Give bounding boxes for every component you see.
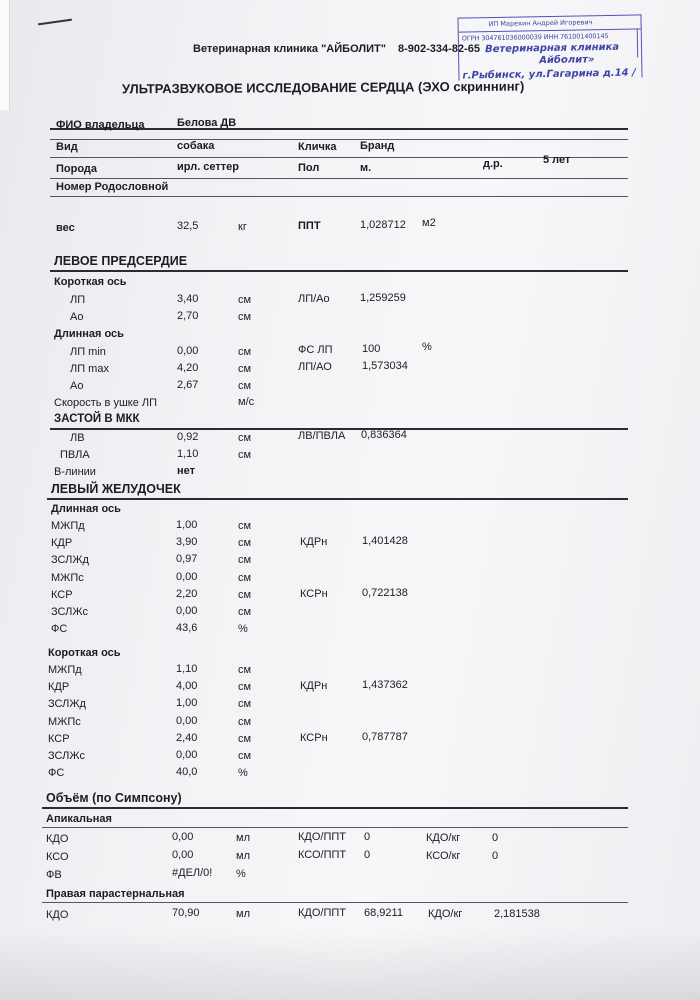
lp-value: 3,40 — [177, 293, 199, 305]
lv-long-label: МЖПд — [51, 520, 85, 532]
lv-short-ilabel: КДРн — [300, 680, 328, 693]
lv-long-ivalue: 1,401428 — [362, 535, 408, 548]
stamp-line — [637, 29, 638, 57]
lv-short-ivalue: 0,787787 — [362, 730, 408, 743]
clinic-phone: 8-902-334-82-65 — [398, 43, 480, 55]
section-left-ventricle: ЛЕВЫЙ ЖЕЛУДОЧЕК — [51, 482, 181, 496]
lv-value: 0,92 — [177, 431, 199, 443]
clinic-stamp — [457, 14, 642, 80]
ao-value: 2,70 — [177, 310, 199, 322]
kso-value: 0,00 — [172, 849, 194, 861]
kso-ppt-label: КСО/ППТ — [298, 849, 347, 861]
section-volume: Объём (по Симпсону) — [46, 791, 182, 805]
lv-long-unit: см — [238, 537, 252, 550]
lv-long-label: МЖПс — [51, 571, 84, 584]
owner-value: Белова ДВ — [177, 117, 237, 129]
divider — [42, 827, 628, 828]
divider — [47, 498, 628, 500]
kso-label: КСО — [46, 851, 69, 863]
lv-short-value: 0,00 — [176, 749, 198, 761]
kind-value: собака — [177, 140, 215, 152]
lv-long-label: ЗСЛЖд — [51, 554, 89, 567]
lpmax-unit: см — [238, 363, 252, 375]
kdo-value: 0,00 — [172, 831, 194, 843]
divider — [42, 902, 628, 903]
kdo2-kg-value: 2,181538 — [494, 908, 540, 920]
left-paper-edge — [0, 0, 10, 110]
clinic-name: Ветеринарная клиника "АЙБОЛИТ" — [193, 43, 386, 55]
pet-name-label: Кличка — [298, 141, 337, 153]
subsection-short-axis: Короткая ось — [54, 276, 127, 288]
lv-short-label: МЖПд — [48, 664, 82, 676]
kdo2-ppt-label: КДО/ППТ — [298, 907, 347, 919]
lv-short-label: МЖПс — [48, 715, 81, 728]
stamp-text: г.Рыбинск, ул.Гагарина д.14 / — [462, 67, 636, 82]
kind-label: Вид — [56, 141, 78, 153]
breed-label: Порода — [56, 163, 98, 175]
lpao2-label: ЛП/АО — [298, 361, 332, 373]
lv-short-unit: см — [238, 698, 252, 711]
kso-ppt-value: 0 — [364, 849, 371, 861]
pen-mark — [38, 19, 72, 26]
section-mkk: ЗАСТОЙ В МКК — [54, 413, 140, 425]
kdo-unit: мл — [236, 832, 250, 844]
lv-long-value: 3,90 — [176, 536, 198, 549]
lp-label: ЛП — [70, 294, 86, 306]
kdo2-ppt-value: 68,9211 — [364, 907, 403, 919]
divider — [42, 807, 628, 809]
lv-short-label: ФС — [48, 767, 65, 780]
lv-long-unit: см — [238, 606, 252, 618]
ao-label: Ао — [70, 311, 84, 323]
lv-long-label: КДР — [51, 537, 73, 550]
lv-long-unit: см — [238, 571, 252, 584]
kdo-ppt-label: КДО/ППТ — [298, 831, 347, 843]
stamp-text: Айболит» — [539, 54, 595, 67]
stamp-text: ИП Марехин Андрей Игоревич — [488, 18, 593, 29]
lv-long-label: ЗСЛЖс — [51, 606, 88, 618]
subsection-short-axis: Короткая ось — [48, 647, 121, 659]
kso-kg-value: 0 — [492, 850, 499, 862]
fv-label: ФВ — [46, 869, 62, 881]
lpmin-unit: см — [238, 346, 252, 358]
lv-short-value: 0,00 — [176, 714, 198, 727]
lv-short-unit: см — [238, 750, 252, 762]
lv-long-ivalue: 0,722138 — [362, 586, 408, 599]
lpmin-value: 0,00 — [177, 345, 199, 357]
kso-kg-label: КСО/кг — [426, 850, 461, 862]
lv-long-unit: см — [238, 554, 252, 567]
ao2-label: Ао — [70, 380, 84, 392]
lp-unit: см — [238, 294, 252, 306]
lpao-label: ЛП/Ао — [298, 293, 330, 305]
lv-short-label: ЗСЛЖс — [48, 750, 85, 762]
lv-short-unit: % — [238, 767, 248, 780]
pvla-unit: см — [238, 449, 252, 461]
lv-short-value: 1,00 — [176, 697, 198, 710]
kdo2-label: КДО — [46, 909, 69, 921]
lvpvla-value: 0,836364 — [361, 429, 407, 441]
lpmin-label: ЛП min — [70, 346, 106, 358]
blines-label: В-линии — [54, 466, 96, 478]
weight-label: вес — [56, 222, 75, 234]
lv-long-value: 2,20 — [176, 587, 198, 600]
lv-long-value: 0,00 — [176, 605, 198, 617]
weight-value: 32,5 — [177, 220, 199, 232]
fslp-value: 100 — [362, 343, 381, 355]
stamp-line — [459, 28, 641, 32]
lv-short-value: 1,10 — [176, 663, 198, 675]
lpao2-value: 1,573034 — [362, 360, 408, 372]
document-title: УЛЬТРАЗВУКОВОЕ ИССЛЕДОВАНИЕ СЕРДЦА (ЭХО скриннинг) — [121, 78, 525, 97]
lv-short-unit: см — [238, 732, 252, 745]
owner-label: ФИО владельца — [56, 119, 145, 131]
lv-short-unit: см — [238, 664, 252, 676]
lv-long-ilabel: КДРн — [300, 536, 328, 549]
subsection-parasternal: Правая парастернальная — [46, 888, 185, 900]
stamp-text: Ветеринарная клиника — [484, 41, 620, 56]
lv-short-label: ЗСЛЖд — [48, 698, 86, 711]
dob-label: д.р. — [483, 158, 503, 170]
kdo-ppt-value: 0 — [364, 831, 371, 843]
lv-long-value: 43,6 — [176, 622, 198, 635]
blines-value: нет — [177, 465, 196, 477]
lv-short-ilabel: КСРн — [300, 731, 328, 744]
lpmax-label: ЛП max — [70, 363, 109, 375]
lv-long-label: ФС — [51, 623, 68, 636]
breed-value: ирл. сеттер — [177, 161, 240, 173]
ao2-unit: см — [238, 380, 252, 392]
sex-label: Пол — [298, 162, 320, 174]
fslp-label: ФС ЛП — [298, 344, 333, 356]
divider — [50, 270, 628, 272]
ao-unit: см — [238, 311, 252, 323]
divider — [50, 196, 628, 197]
pvla-label: ПВЛА — [60, 449, 90, 461]
kdo2-unit: мл — [236, 908, 250, 920]
fv-value: #ДЕЛ/0! — [172, 867, 213, 879]
ppt-value: 1,028712 — [360, 219, 406, 231]
lvpvla-label: ЛВ/ПВЛА — [298, 430, 346, 442]
subsection-long-axis: Длинная ось — [51, 503, 121, 515]
lv-short-value: 2,40 — [176, 731, 198, 744]
lv-long-value: 0,00 — [176, 570, 198, 583]
subsection-apical: Апикальная — [46, 813, 112, 825]
lv-short-label: КСР — [48, 732, 70, 745]
ppt-unit: м2 — [422, 217, 436, 229]
lv-short-unit: см — [238, 715, 252, 728]
lv-label: ЛВ — [70, 432, 85, 444]
lpmax-value: 4,20 — [177, 362, 199, 374]
lv-long-unit: см — [238, 520, 252, 532]
lv-unit: см — [238, 432, 252, 444]
section-left-atrium: ЛЕВОЕ ПРЕДСЕРДИЕ — [54, 254, 188, 268]
fslp-unit: % — [422, 341, 432, 353]
fv-unit: % — [236, 868, 246, 880]
kdo-kg-label: КДО/кг — [426, 832, 461, 844]
kdo-label: КДО — [46, 833, 69, 845]
lv-short-ivalue: 1,437362 — [362, 679, 408, 692]
lv-short-value: 40,0 — [176, 766, 198, 779]
kdo-kg-value: 0 — [492, 832, 499, 844]
lv-long-ilabel: КСРн — [300, 587, 328, 600]
pet-name-value: Бранд — [360, 140, 395, 152]
ppt-label: ППТ — [298, 220, 321, 232]
divider — [50, 139, 628, 140]
weight-unit: кг — [238, 221, 247, 233]
lv-long-value: 0,97 — [176, 553, 198, 566]
lv-short-label: КДР — [48, 681, 70, 694]
divider — [50, 157, 628, 158]
lv-short-value: 4,00 — [176, 680, 198, 693]
pvla-value: 1,10 — [177, 448, 199, 460]
stamp-text: ОГРН 304761036000039 ИНН 761001400145 — [461, 31, 609, 43]
speed-label: Скорость в ушке ЛП — [54, 397, 158, 409]
lv-long-label: КСР — [51, 588, 73, 601]
subsection-long-axis: Длинная ось — [54, 328, 124, 340]
lv-short-unit: см — [238, 681, 252, 694]
lv-long-value: 1,00 — [176, 519, 198, 531]
ao2-value: 2,67 — [177, 379, 199, 391]
lv-long-unit: см — [238, 588, 252, 601]
sex-value: м. — [360, 162, 372, 174]
speed-unit: м/с — [238, 396, 255, 408]
kdo2-value: 70,90 — [172, 907, 200, 919]
lv-long-unit: % — [238, 623, 248, 636]
divider — [50, 178, 628, 179]
lpao-value: 1,259259 — [360, 292, 406, 304]
kdo2-kg-label: КДО/кг — [428, 908, 463, 920]
pedigree-label: Номер Родословной — [56, 181, 169, 193]
dob-value: 5 лет — [543, 154, 571, 166]
kso-unit: мл — [236, 850, 250, 862]
